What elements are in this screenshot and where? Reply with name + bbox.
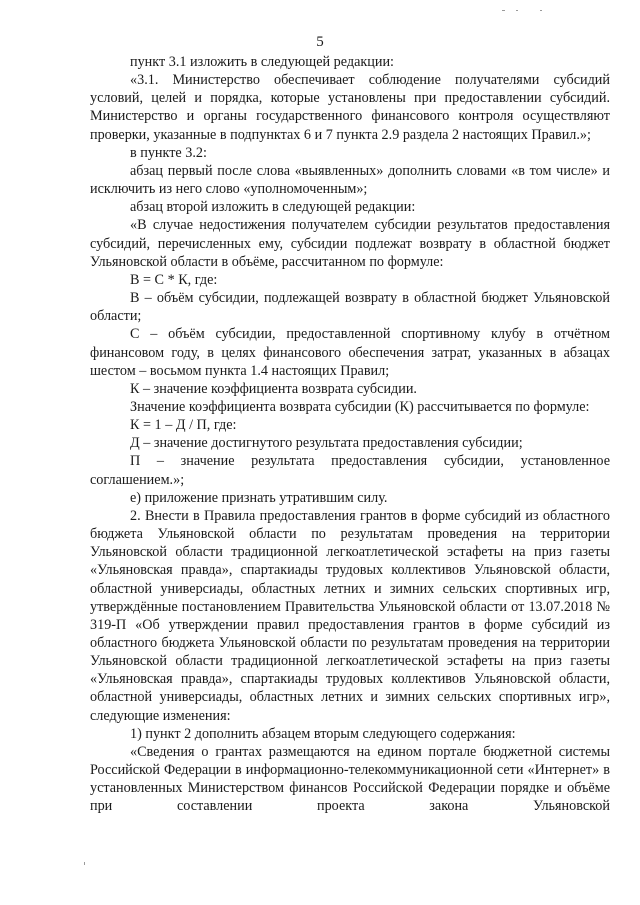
paragraph: в пункте 3.2: xyxy=(130,144,207,161)
document-body xyxy=(90,53,610,816)
scan-speck xyxy=(540,10,542,11)
scan-speck xyxy=(516,10,518,11)
paragraph: «Сведения о грантах размещаются на едином портале бюджетной системы Российской Федерации в информационно-телекоммуникационной сети «Интернет» в установленных Министерством финансов Российской Федерации порядке и объёме при составлении проекта закона Ульяновской xyxy=(90,743,610,815)
paragraph: 1) пункт 2 дополнить абзацем вторым следующего содержания: xyxy=(130,725,516,742)
paragraph: С – объём субсидии, предоставленной спортивному клубу в отчётном финансовом году, в целях финансового обеспечения затрат, указанных в абзацах шестом – восьмом пункта 1.4 настоящих Правил; xyxy=(90,326,610,379)
paragraph: 2. Внести в Правила предоставления грантов в форме субсидий из областного бюджета Ульяновской области по результатам проведения на территории Ульяновской области традиционной легкоатлетической эстафеты на приз газеты «Ульяновская правда», спартакиады трудовых коллективов Ульяновской области, областной универсиады, областных летних и зимних сельских спортивных игр, утверждённые постановлением Правительства Ульяновской области от 13.07.2018 № 319-П «Об утверждении правил предоставления грантов в форме субсидий из областного бюджета Ульяновской области по результатам проведения на территории Ульяновской области традиционной легкоатлетической эстафеты на приз газеты «Ульяновская правда», спартакиады трудовых коллективов Ульяновской области, областной универсиады, областных летних и зимних сельских спортивных игр», следующие изменения: xyxy=(90,507,610,724)
paragraph: Значение коэффициента возврата субсидии (К) рассчитывается по формуле: xyxy=(130,398,590,415)
formula: В = С * К, где: xyxy=(130,271,218,288)
paragraph: «3.1. Министерство обеспечивает соблюдение получателями субсидий условий, целей и порядка, которые установлены при предоставлении субсидий. Министерство и органы государственного финансового контроля осуществляют проверки, указанные в подпунктах 6 и 7 пункта 2.9 раздела 2 настоящих Правил.»; xyxy=(90,72,610,143)
paragraph: абзац второй изложить в следующей редакции: xyxy=(130,199,416,216)
paragraph: е) приложение признать утратившим силу. xyxy=(130,489,388,506)
scan-speck xyxy=(84,862,85,865)
paragraph: абзац первый после слова «выявленных» дополнить словами «в том числе» и исключить из него слово «уполномоченным»; xyxy=(90,162,610,198)
paragraph: П – значение результата предоставления субсидии, установленное соглашением.»; xyxy=(90,453,610,488)
paragraph: Д – значение достигнутого результата предоставления субсидии; xyxy=(130,435,523,452)
scan-speck xyxy=(502,10,505,11)
paragraph: пункт 3.1 изложить в следующей редакции: xyxy=(130,54,394,70)
paragraph: В – объём субсидии, подлежащей возврату в областной бюджет Ульяновской области; xyxy=(90,290,610,325)
page-number: 5 xyxy=(316,34,324,50)
formula: К = 1 – Д / П, где: xyxy=(130,417,237,434)
paragraph: «В случае недостижения получателем субсидии результатов предоставления субсидий, перечисленных ему, субсидии подлежат возврату в областной бюджет Ульяновской области в объёме, рассчитанном по формуле: xyxy=(90,217,610,270)
paragraph: К – значение коэффициента возврата субсидии. xyxy=(130,380,417,397)
